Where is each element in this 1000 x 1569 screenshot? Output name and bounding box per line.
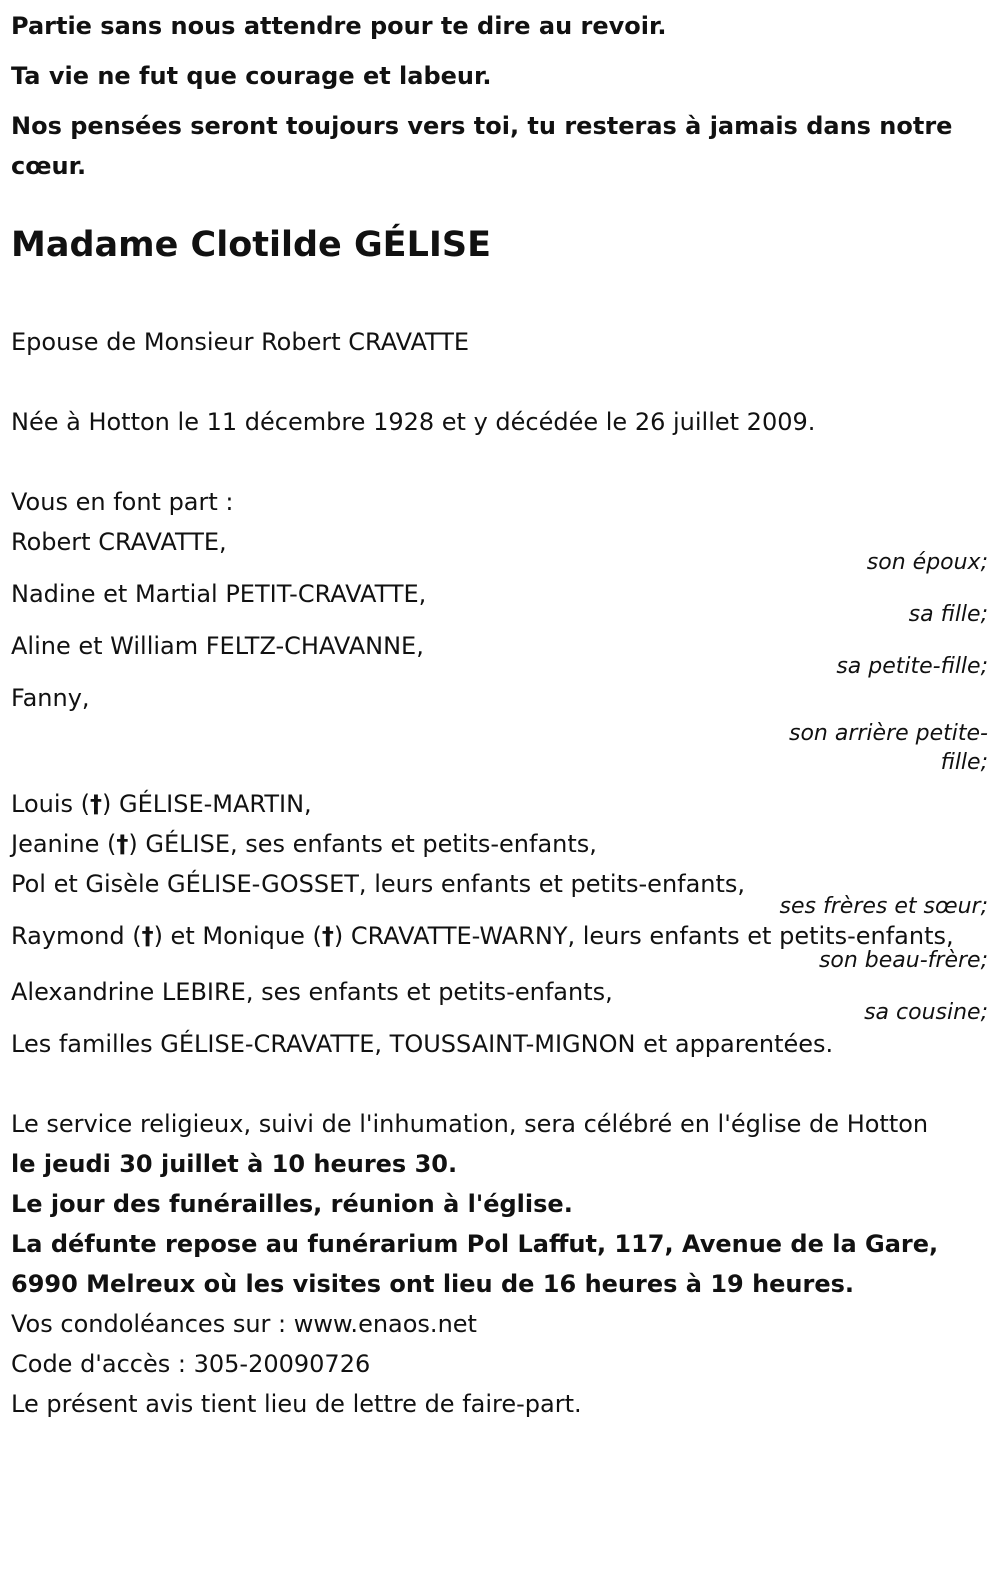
notice-line: Le présent avis tient lieu de lettre de faire-part.: [11, 1390, 582, 1418]
relation-robert: son époux;: [866, 550, 988, 575]
birth-death-line: Née à Hotton le 11 décembre 1928 et y décédée le 26 juillet 2009.: [11, 408, 816, 436]
family-fanny: Fanny,: [11, 684, 90, 712]
family-familles: Les familles GÉLISE-CRAVATTE, TOUSSAINT-MIGNON et apparentées.: [11, 1030, 834, 1058]
relation-nadine: sa fille;: [908, 602, 988, 627]
announce-intro: Vous en font part :: [11, 488, 234, 516]
cross-icon: †: [116, 830, 129, 858]
relation-aline: sa petite-fille;: [836, 654, 988, 679]
family-alexandrine: Alexandrine LEBIRE, ses enfants et petits-enfants,: [11, 978, 613, 1006]
verse-line-1: Partie sans nous attendre pour te dire au revoir.: [11, 12, 667, 40]
service-meeting: Le jour des funérailles, réunion à l'église.: [11, 1190, 573, 1218]
louis-suffix: ) GÉLISE-MARTIN,: [102, 790, 312, 818]
raymond-prefix: Raymond (: [11, 922, 142, 950]
raymond-middle: ) et Monique (: [153, 922, 322, 950]
relation-siblings: ses frères et sœur;: [779, 894, 988, 919]
access-code-line: Code d'accès : 305-20090726: [11, 1350, 371, 1378]
condolences-line: Vos condoléances sur : www.enaos.net: [11, 1310, 477, 1338]
raymond-suffix: ) CRAVATTE-WARNY, leurs enfants et petits-enfants,: [333, 922, 954, 950]
service-intro: Le service religieux, suivi de l'inhumation, sera célébré en l'église de Hotton: [11, 1110, 929, 1138]
service-date: le jeudi 30 juillet à 10 heures 30.: [11, 1150, 458, 1178]
family-nadine: Nadine et Martial PETIT-CRAVATTE,: [11, 580, 427, 608]
relation-fanny-2: fille;: [940, 750, 988, 775]
relation-alexandrine: sa cousine;: [864, 1000, 988, 1025]
spouse-line: Epouse de Monsieur Robert CRAVATTE: [11, 328, 470, 356]
relation-fanny-1: son arrière petite-: [789, 721, 988, 746]
relation-raymond: son beau-frère;: [818, 948, 988, 973]
family-aline: Aline et William FELTZ-CHAVANNE,: [11, 632, 424, 660]
verse-line-2: Ta vie ne fut que courage et labeur.: [11, 62, 492, 90]
family-list: [11, 522, 990, 1064]
family-jeanine: [11, 824, 990, 864]
verse-block: [11, 0, 990, 186]
cross-icon: †: [141, 922, 154, 950]
verse-line-3: Nos pensées seront toujours vers toi, tu resteras à jamais dans notre cœur.: [11, 112, 953, 180]
louis-prefix: Louis (: [11, 790, 91, 818]
jeanine-suffix: ) GÉLISE, ses enfants et petits-enfants,: [128, 830, 597, 858]
cross-icon: †: [321, 922, 334, 950]
family-pol: Pol et Gisèle GÉLISE-GOSSET, leurs enfants et petits-enfants,: [11, 870, 746, 898]
jeanine-prefix: Jeanine (: [11, 830, 117, 858]
deceased-name: Madame Clotilde GÉLISE: [11, 225, 492, 265]
cross-icon: †: [90, 790, 103, 818]
service-rest: La défunte repose au funérarium Pol Laffut, 117, Avenue de la Gare, 6990 Melreux où les visites ont lieu de 16 heures à 19 heures.: [11, 1230, 939, 1298]
family-louis: [11, 784, 990, 824]
family-robert: Robert CRAVATTE,: [11, 528, 227, 556]
service-block: [11, 1104, 990, 1424]
